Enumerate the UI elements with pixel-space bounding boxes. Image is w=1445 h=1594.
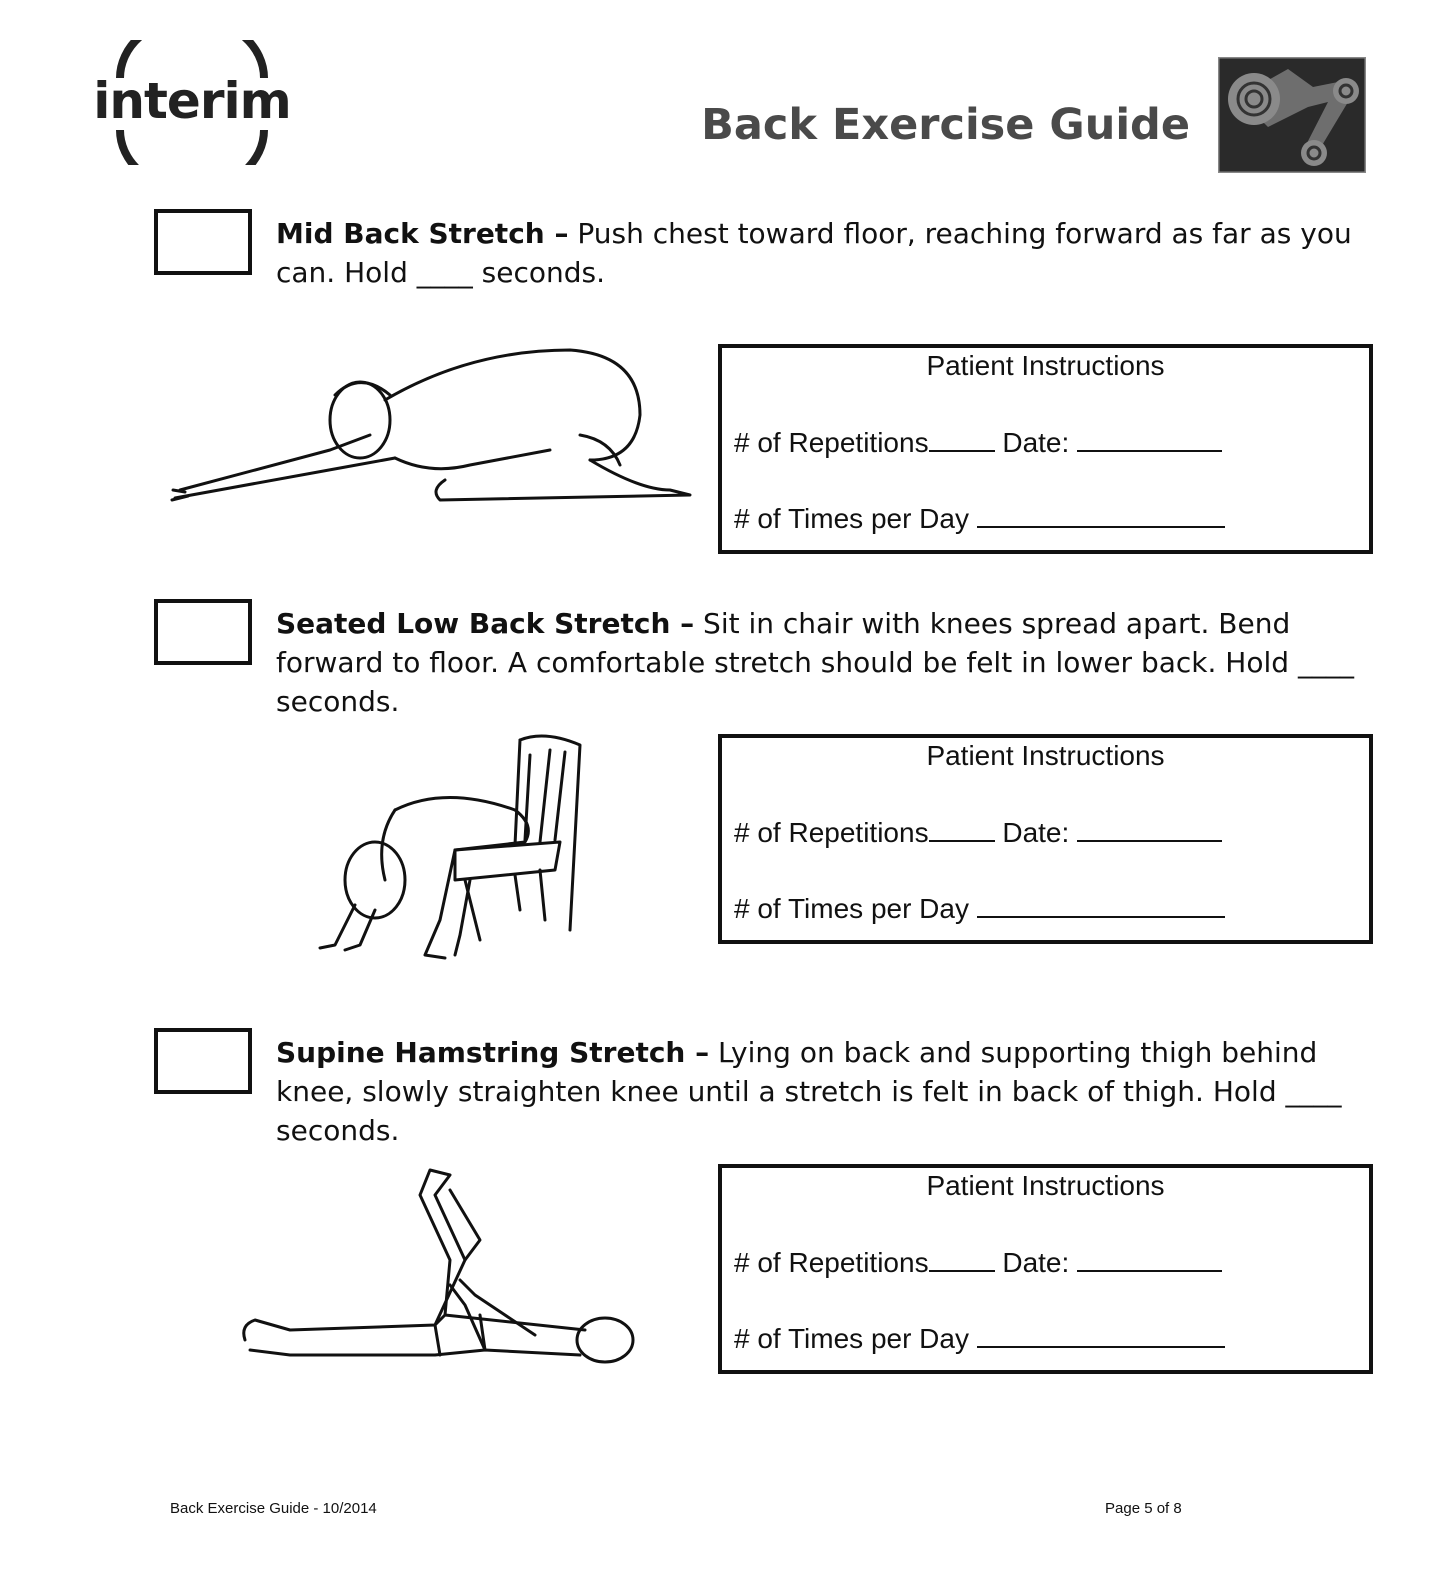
date-blank[interactable] xyxy=(1077,426,1222,452)
seated-chair-forward-bend-figure xyxy=(315,730,595,975)
repetitions-row xyxy=(734,816,1222,849)
patient-instructions-heading: Patient Instructions xyxy=(926,740,1165,771)
times-per-day-row xyxy=(734,1322,1225,1355)
patient-instructions-box-3 xyxy=(718,1164,1373,1374)
exercise-2-checkbox[interactable] xyxy=(154,599,252,665)
repetitions-blank[interactable] xyxy=(929,816,995,842)
patient-instructions-box-1 xyxy=(718,344,1373,554)
logo-text: interim xyxy=(93,72,291,130)
date-label: Date: xyxy=(994,817,1078,848)
exercise-1-text-end: seconds. xyxy=(472,256,605,289)
exercise-1-name: Mid Back Stretch – xyxy=(276,217,569,250)
times-per-day-blank[interactable] xyxy=(977,1322,1225,1348)
date-blank[interactable] xyxy=(1077,816,1222,842)
repetitions-label: # of Repetitions xyxy=(734,1247,929,1278)
repetitions-label: # of Repetitions xyxy=(734,817,929,848)
exercise-2-hold-blank[interactable]: ____ xyxy=(1297,646,1354,679)
exercise-2-text-end: seconds. xyxy=(276,685,400,718)
exercise-3-hold-blank[interactable]: ____ xyxy=(1285,1075,1342,1108)
exercise-1-description xyxy=(276,214,1356,292)
exercise-3-description xyxy=(276,1033,1356,1150)
date-label: Date: xyxy=(994,1247,1078,1278)
times-per-day-row xyxy=(734,502,1225,535)
exercise-2-name: Seated Low Back Stretch – xyxy=(276,607,695,640)
times-per-day-blank[interactable] xyxy=(977,892,1225,918)
date-blank[interactable] xyxy=(1077,1246,1222,1272)
times-per-day-label: # of Times per Day xyxy=(734,893,977,924)
exercise-3-name: Supine Hamstring Stretch – xyxy=(276,1036,710,1069)
exercise-2-description xyxy=(276,604,1356,721)
footer-page-number: Page 5 of 8 xyxy=(1105,1500,1182,1517)
repetitions-label: # of Repetitions xyxy=(734,427,929,458)
times-per-day-label: # of Times per Day xyxy=(734,503,977,534)
exercise-2-text: Sit in chair with knees spread apart. Bend forward to floor. A comfortable stretch should be felt in lower back. Hold xyxy=(276,607,1298,679)
exercise-1-checkbox[interactable] xyxy=(154,209,252,275)
patient-instructions-heading: Patient Instructions xyxy=(926,1170,1165,1201)
page-title: Back Exercise Guide xyxy=(701,100,1190,150)
lying-leg-raise-figure xyxy=(235,1165,645,1380)
patient-instructions-heading: Patient Instructions xyxy=(926,350,1165,381)
kneeling-child-pose-figure xyxy=(170,340,700,515)
repetitions-blank[interactable] xyxy=(929,1246,995,1272)
exercise-1-text: Push chest toward floor, reaching forward as far as you can. Hold xyxy=(276,217,1352,289)
exercise-3-text: Lying on back and supporting thigh behind knee, slowly straighten knee until a stretch is felt in back of thigh. Hold xyxy=(276,1036,1318,1108)
repetitions-blank[interactable] xyxy=(929,426,995,452)
footer-doc-title: Back Exercise Guide - 10/2014 xyxy=(170,1500,377,1517)
repetitions-row xyxy=(734,426,1222,459)
exercise-3-checkbox[interactable] xyxy=(154,1028,252,1094)
times-per-day-blank[interactable] xyxy=(977,502,1225,528)
interim-logo xyxy=(92,40,292,165)
gear-wheels-emblem-icon xyxy=(1218,57,1366,173)
exercise-3-text-end: seconds. xyxy=(276,1114,400,1147)
patient-instructions-box-2 xyxy=(718,734,1373,944)
times-per-day-row xyxy=(734,892,1225,925)
repetitions-row xyxy=(734,1246,1222,1279)
times-per-day-label: # of Times per Day xyxy=(734,1323,977,1354)
date-label: Date: xyxy=(994,427,1078,458)
exercise-1-hold-blank[interactable]: ____ xyxy=(416,256,473,289)
